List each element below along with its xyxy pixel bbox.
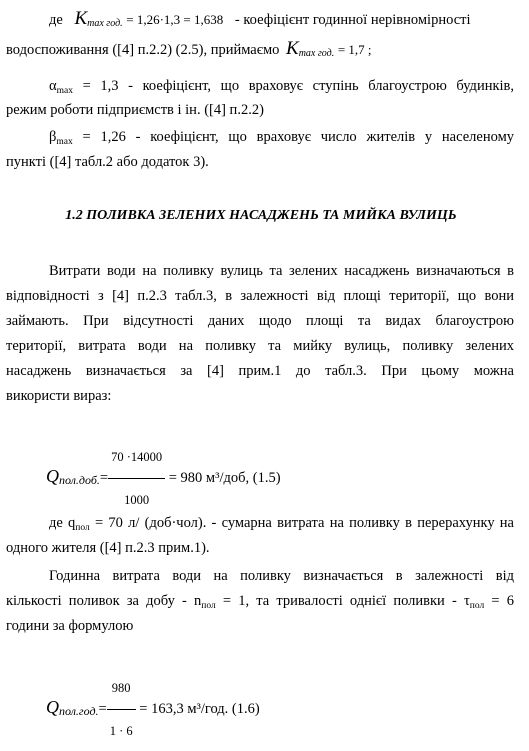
- p6-line-3: години за формулою: [6, 618, 134, 634]
- k2-value: = 1,7 ;: [337, 42, 372, 57]
- p5-line-2: одного жителя ([4] п.2.3 прим.1).: [6, 540, 210, 556]
- formula-kmax-accepted: [6, 40, 372, 63]
- beta-line-2: пункті ([4] табл.2 або додаток 3).: [6, 154, 209, 170]
- p4-line-5: насаджень визначається за [4] прим.1 до табл.3. При цьому можна: [6, 363, 514, 379]
- kmax-description: - коефіцієнт годинної нерівномірності: [234, 12, 471, 28]
- fraction-denominator: 1000: [124, 493, 150, 507]
- q-symbol: Q: [46, 465, 59, 486]
- fraction: [107, 668, 136, 751]
- beta-line-1: [49, 128, 514, 151]
- formula-kmax-line: [49, 10, 471, 33]
- formula-daily-watering: [46, 437, 281, 520]
- q-pol-description: = 70 л/ (доб·чол). - сумарна витрата на поливку в перерахунку на: [94, 515, 514, 531]
- tau-pol-text: = 1, та тривалості однієї поливки - τ: [222, 593, 470, 609]
- p4-line-6: використи вираз:: [6, 388, 112, 404]
- p4-line-3: займають. При відсутності даних щодо площі та видах благоустрою: [6, 313, 514, 329]
- p6-line-1: Годинна витрата води на поливку визначається в залежності від: [49, 568, 514, 584]
- n-pol-subscript: пол: [201, 601, 216, 611]
- alpha-symbol: α: [49, 78, 57, 94]
- fraction-numerator: 70 ·14000: [108, 437, 165, 479]
- q-symbol: Q: [46, 696, 59, 717]
- formula-result: = 980 м³/доб, (1.5): [168, 469, 281, 486]
- kmax-equation: = 1,26·1,3 = 1,638: [126, 12, 224, 27]
- fraction-denominator: 1 · 6: [109, 724, 133, 738]
- fraction-numerator: 980: [107, 668, 136, 710]
- q-pol-symbol: де q: [49, 515, 76, 531]
- p5-line-1: [49, 514, 514, 537]
- formula-result: = 163,3 м³/год. (1.6): [139, 700, 260, 717]
- alpha-description: = 1,3 - коефіцієнт, що враховує ступінь благоустрою будинків,: [82, 78, 515, 94]
- text-accepted: водоспоживання ([4] п.2.2) (2.5), приймаємо: [6, 42, 280, 58]
- q-pol-subscript: пол: [75, 523, 90, 533]
- section-heading: 1.2 ПОЛИВКА ЗЕЛЕНИХ НАСАДЖЕНЬ ТА МИЙКА ВУЛИЦЬ: [65, 208, 457, 223]
- p4-line-1: Витрати води на поливку вулиць та зелених насаджень визначаються в: [49, 263, 514, 279]
- k-subscript: max год.: [87, 18, 123, 29]
- tau-pol-subscript: пол: [469, 601, 485, 611]
- equals-sign: =: [98, 700, 107, 717]
- q-subscript: пол.доб.: [59, 472, 100, 487]
- n-pol-text: кількості поливок за добу - n: [6, 593, 202, 609]
- fraction: [108, 437, 165, 520]
- k-symbol: K: [74, 8, 88, 29]
- p4-line-2: відповідності з [4] п.2.3 табл.3, в залежності від площі території, що вони: [6, 288, 514, 304]
- beta-subscript: max: [56, 137, 73, 147]
- alpha-line-2: режим роботи підприємств і ін. ([4] п.2.2): [6, 102, 264, 118]
- equals-sign: =: [99, 469, 109, 486]
- k2-symbol: K: [286, 38, 299, 59]
- p6-line-2: [6, 592, 514, 615]
- k2-subscript: max год.: [298, 48, 335, 59]
- alpha-line-1: [49, 77, 514, 100]
- p4-line-4: території, витрата води на поливку та мийку вулиць, поливку зелених: [6, 338, 514, 354]
- beta-symbol: β: [49, 129, 57, 145]
- text-lead: де: [49, 12, 63, 28]
- beta-description: = 1,26 - коефіцієнт, що враховує число жителів у населеному: [82, 129, 514, 145]
- alpha-subscript: max: [56, 86, 73, 96]
- q-subscript: пол.год.: [59, 703, 99, 718]
- tau-pol-value: = 6: [491, 593, 515, 609]
- formula-hourly-watering: [46, 668, 260, 751]
